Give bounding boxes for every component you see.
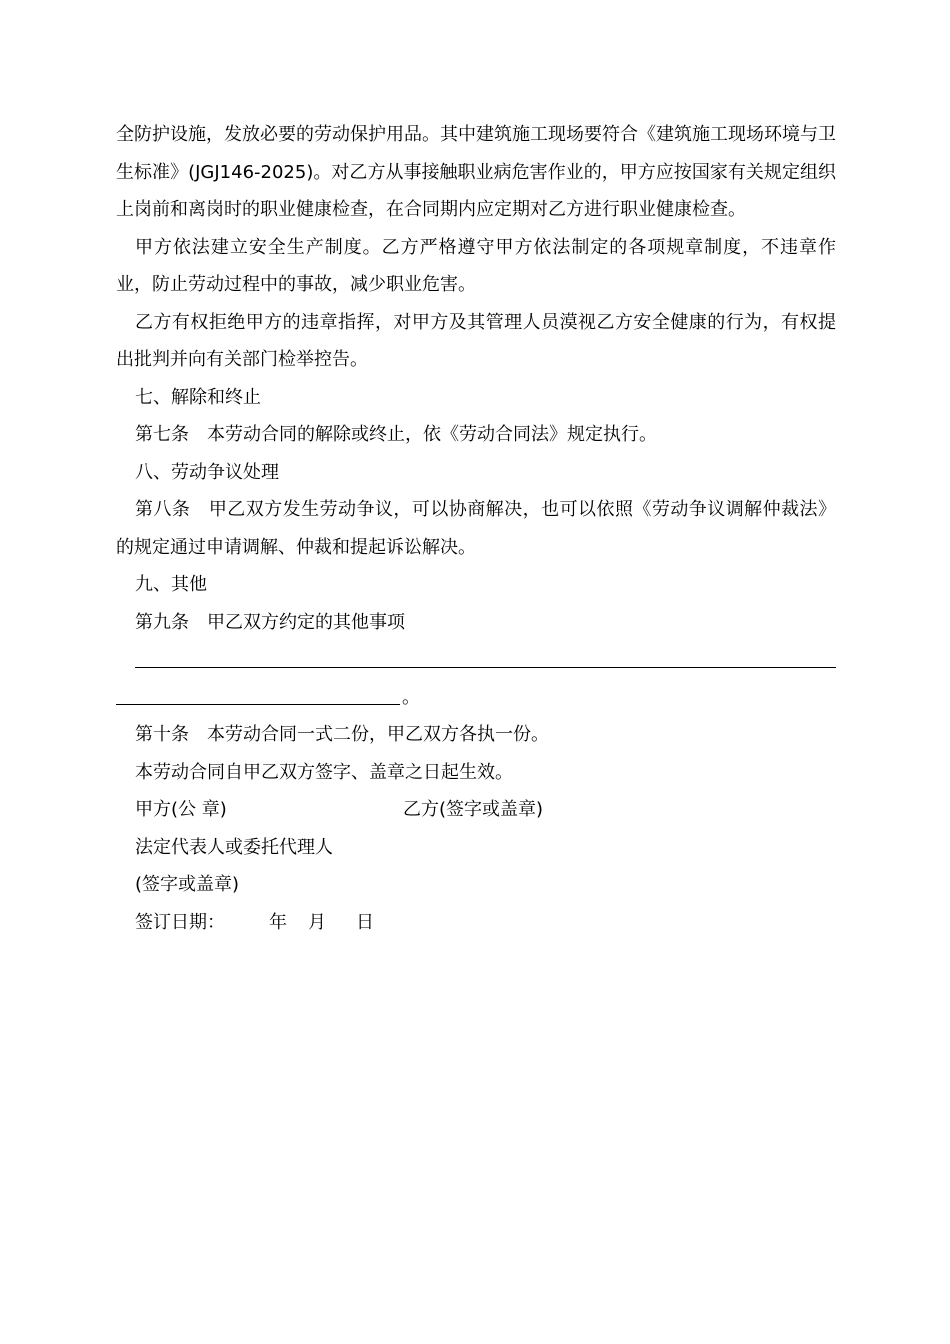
safety-paragraph: 全防护设施，发放必要的劳动保护用品。其中建筑施工现场要符合《建筑施工现场环境与卫生标准》(JGJ146-2025)。对乙方从事接触职业病危害作业的，甲方应按国家有关规定组织上岗前和离岗时的职业健康检查，在合同期内应定期对乙方进行职业健康检查。 xyxy=(116,124,836,220)
article-ten: 第十条 本劳动合同一式二份，甲乙双方各执一份。 xyxy=(135,724,549,745)
section-heading-other: 九、其他 xyxy=(135,574,207,595)
signature-parties-row xyxy=(116,791,836,829)
representative-label: 法定代表人或委托代理人 xyxy=(135,836,333,858)
signing-date-row xyxy=(116,904,836,942)
sign-or-seal-label: (签字或盖章) xyxy=(135,874,240,895)
party-a-seal-label: 甲方(公 章) xyxy=(135,799,227,820)
article-seven: 第七条 本劳动合同的解除或终止，依《劳动合同法》规定执行。 xyxy=(135,424,657,445)
date-day-label: 日 xyxy=(356,911,374,933)
fill-in-period: 。 xyxy=(402,686,420,708)
effective-clause: 本劳动合同自甲乙双方签字、盖章之日起生效。 xyxy=(135,761,513,783)
fill-in-line xyxy=(116,641,836,679)
section-heading-dispute: 八、劳动争议处理 xyxy=(135,461,279,483)
fill-in-line-end xyxy=(116,679,836,717)
article-eight: 第八条 甲乙双方发生劳动争议，可以协商解决，也可以依照《劳动争议调解仲裁法》的规定通过申请调解、仲裁和提起诉讼解决。 xyxy=(116,499,836,558)
underline-rule-short xyxy=(116,704,400,705)
contract-body xyxy=(116,116,836,941)
signing-date-label: 签订日期： xyxy=(135,911,225,933)
refusal-right-paragraph: 乙方有权拒绝甲方的违章指挥，对甲方及其管理人员漠视乙方安全健康的行为，有权提出批判并向有关部门检举控告。 xyxy=(116,311,836,370)
underline-rule xyxy=(135,667,836,668)
date-month-label: 月 xyxy=(308,911,326,933)
date-year-label: 年 xyxy=(269,911,287,933)
party-b-sign-label: 乙方(签字或盖章) xyxy=(403,799,544,820)
article-nine: 第九条 甲乙双方约定的其他事项 xyxy=(135,611,405,633)
safety-system-paragraph: 甲方依法建立安全生产制度。乙方严格遵守甲方依法制定的各项规章制度，不违章作业，防止劳动过程中的事故，减少职业危害。 xyxy=(116,236,836,295)
section-heading-termination: 七、解除和终止 xyxy=(135,386,261,408)
